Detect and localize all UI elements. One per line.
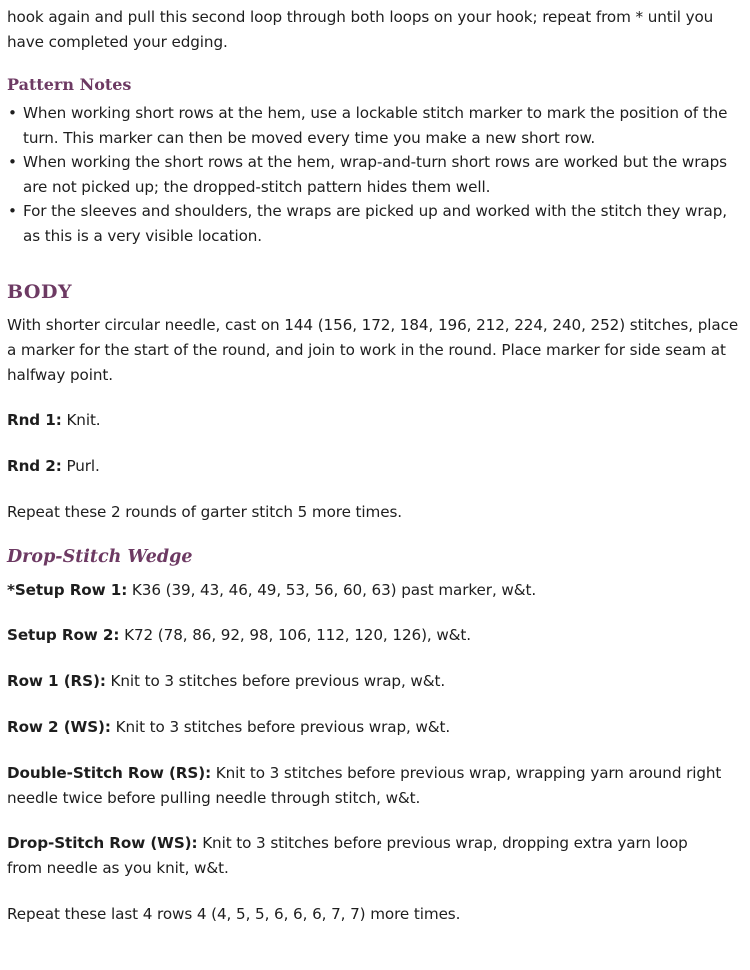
- setup-row-1-instruction: [7, 578, 536, 603]
- row-text: Knit to 3 stitches before previous wrap, w&t.: [110, 718, 451, 736]
- pattern-note-item: [7, 199, 742, 248]
- drop-stitch-heading: Drop-Stitch Wedge: [7, 547, 193, 567]
- pattern-notes-heading: Pattern Notes: [7, 75, 132, 94]
- row-text: Knit to 3 stitches before previous wrap, wrapping yarn around right needle twice before pulling needle through stitch, w&t.: [7, 764, 722, 807]
- wedge-repeat-instruction: Repeat these last 4 rows 4 (4, 5, 5, 6, 6, 6, 7, 7) more times.: [7, 905, 461, 923]
- pattern-note-item: [7, 101, 742, 150]
- row-label: Row 2 (WS):: [7, 718, 111, 736]
- garter-repeat-instruction: Repeat these 2 rounds of garter stitch 5 more times.: [7, 503, 403, 521]
- bullet-icon: •: [8, 153, 17, 171]
- rnd-2-text: Purl.: [61, 457, 100, 475]
- row-text: K72 (78, 86, 92, 98, 106, 112, 120, 126), w&t.: [119, 626, 471, 644]
- rnd-1-text: Knit.: [61, 411, 101, 429]
- drop-stitch-row-instruction: [7, 831, 727, 881]
- body-section-heading: BODY: [7, 281, 73, 303]
- bullet-icon: •: [8, 104, 17, 122]
- rnd-2-label: Rnd 2:: [7, 457, 62, 475]
- row-label: Drop-Stitch Row (WS):: [7, 834, 198, 852]
- row-text: Knit to 3 stitches before previous wrap, w&t.: [105, 672, 446, 690]
- pattern-note-text: When working short rows at the hem, use a lockable stitch marker to mark the position of the turn. This marker can then be moved every time you make a new short row.: [23, 104, 728, 147]
- rnd-1-label: Rnd 1:: [7, 411, 62, 429]
- row-text: Knit to 3 stitches before previous wrap, dropping extra yarn loop from needle as you knit, w&t.: [7, 834, 688, 877]
- pattern-note-item: [7, 150, 742, 199]
- pattern-notes-list: [7, 101, 742, 248]
- row-label: Double-Stitch Row (RS):: [7, 764, 212, 782]
- bullet-icon: •: [8, 202, 17, 220]
- setup-row-2-instruction: [7, 623, 471, 648]
- rnd-2-instruction: [7, 454, 100, 479]
- row-2-instruction: [7, 715, 450, 740]
- row-label: Setup Row 2:: [7, 626, 120, 644]
- row-1-instruction: [7, 669, 445, 694]
- row-label: Row 1 (RS):: [7, 672, 106, 690]
- row-text: K36 (39, 43, 46, 49, 53, 56, 60, 63) past marker, w&t.: [127, 581, 537, 599]
- row-label: *Setup Row 1:: [7, 581, 128, 599]
- intro-paragraph: hook again and pull this second loop through both loops on your hook; repeat from * until you have completed your edging.: [7, 8, 714, 51]
- double-stitch-row-instruction: [7, 761, 727, 811]
- body-intro-paragraph: With shorter circular needle, cast on 144 (156, 172, 184, 196, 212, 224, 240, 252) stitches, place a marker for the start of the round, and join to work in the round. Place marker for side seam at halfway point.: [7, 316, 739, 384]
- pattern-note-text: For the sleeves and shoulders, the wraps are picked up and worked with the stitch they wrap, as this is a very visible location.: [23, 202, 727, 245]
- pattern-note-text: When working the short rows at the hem, wrap-and-turn short rows are worked but the wraps are not picked up; the dropped-stitch pattern hides them well.: [23, 153, 727, 196]
- rnd-1-instruction: [7, 408, 101, 433]
